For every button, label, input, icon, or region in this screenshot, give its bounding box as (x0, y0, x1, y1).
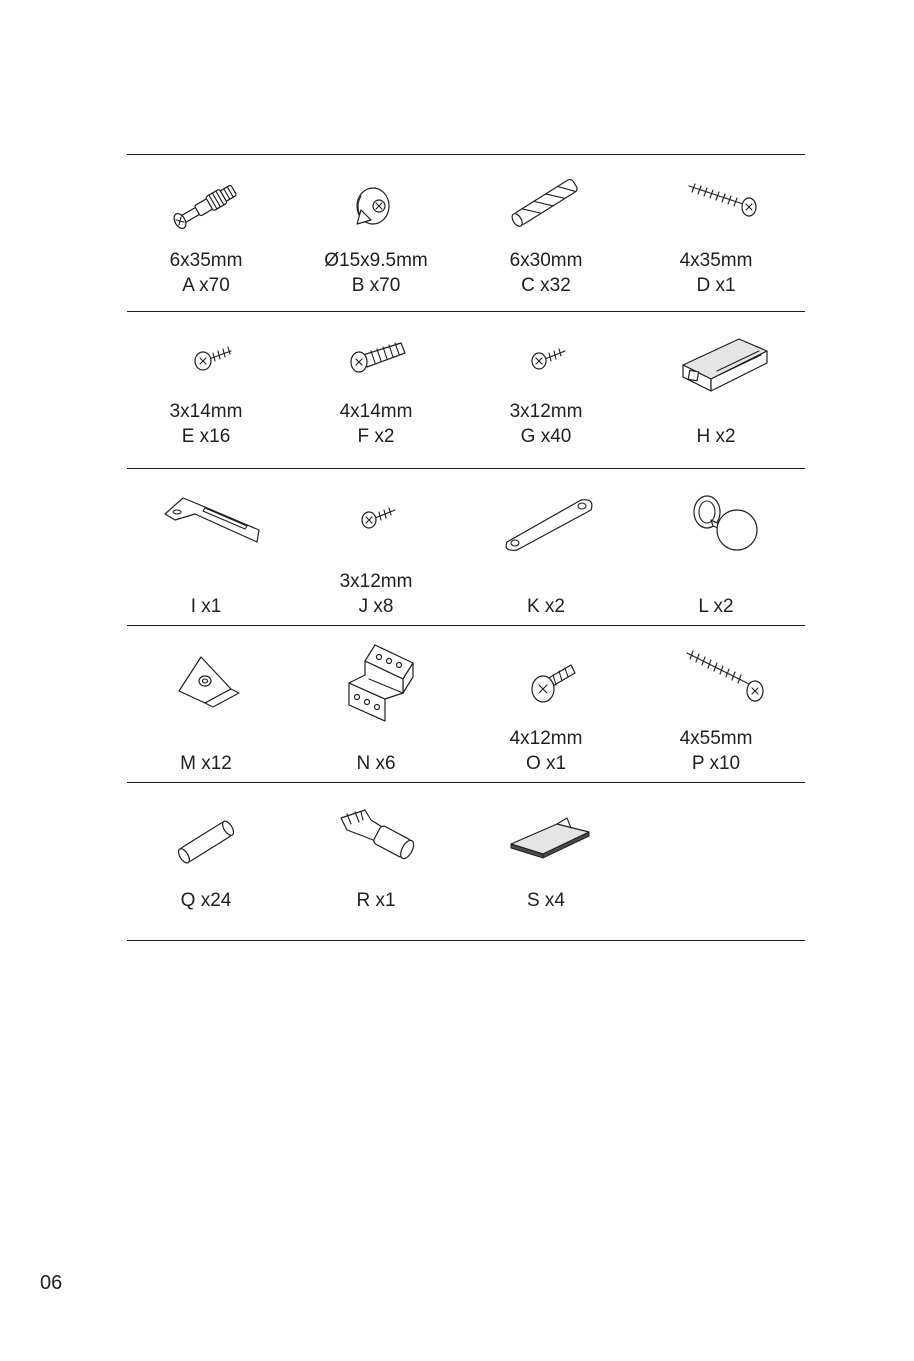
page-number: 06 (40, 1272, 63, 1294)
part-size: Ø15x9.5mm (324, 250, 428, 271)
screw-icon (291, 329, 461, 409)
row-divider (127, 625, 805, 626)
part-label: N x6 (356, 753, 396, 774)
screw-icon (121, 329, 291, 409)
part-size: 4x12mm (509, 728, 583, 749)
part-label: A x70 (182, 275, 230, 296)
adhesive-pad-icon (461, 800, 631, 880)
hinge-icon (291, 643, 461, 723)
part-label: E x16 (181, 426, 231, 447)
part-size: 4x35mm (679, 250, 753, 271)
screw-icon (461, 329, 631, 409)
part-label: C x32 (521, 275, 571, 296)
part-size: 3x14mm (169, 401, 243, 422)
part-label: M x12 (180, 753, 232, 774)
row-divider (127, 940, 805, 941)
part-size: 3x12mm (339, 571, 413, 592)
wooden-dowel-icon (461, 172, 631, 252)
plastic-dowel-icon (121, 800, 291, 880)
knob-icon (631, 486, 801, 566)
part-label: D x1 (696, 275, 736, 296)
wall-anchor-icon (291, 800, 461, 880)
screw-icon (291, 486, 461, 566)
part-label: H x2 (696, 426, 736, 447)
screw-icon (631, 172, 801, 252)
part-label: P x10 (691, 753, 741, 774)
part-label: Q x24 (180, 890, 232, 911)
part-label: R x1 (356, 890, 396, 911)
cam-bolt-icon (121, 172, 291, 252)
cam-lock-icon (291, 172, 461, 252)
row-divider (127, 782, 805, 783)
part-label: O x1 (525, 753, 567, 774)
l-bracket-icon (121, 486, 291, 566)
part-size: 6x30mm (509, 250, 583, 271)
part-label: S x4 (526, 890, 566, 911)
part-size: 6x35mm (169, 250, 243, 271)
magnetic-catch-icon (631, 329, 801, 409)
screw-icon (631, 643, 801, 723)
row-divider (127, 311, 805, 312)
part-label: B x70 (351, 275, 401, 296)
row-divider (127, 468, 805, 469)
part-size: 4x14mm (339, 401, 413, 422)
corner-block-icon (121, 643, 291, 723)
part-label: L x2 (698, 596, 734, 617)
part-size: 4x55mm (679, 728, 753, 749)
part-label: G x40 (520, 426, 572, 447)
part-size: 3x12mm (509, 401, 583, 422)
part-label: I x1 (190, 596, 222, 617)
part-label: F x2 (357, 426, 395, 447)
part-label: K x2 (526, 596, 566, 617)
row-divider (127, 154, 805, 155)
connector-plate-icon (461, 486, 631, 566)
screw-icon (461, 643, 631, 723)
part-label: J x8 (358, 596, 394, 617)
